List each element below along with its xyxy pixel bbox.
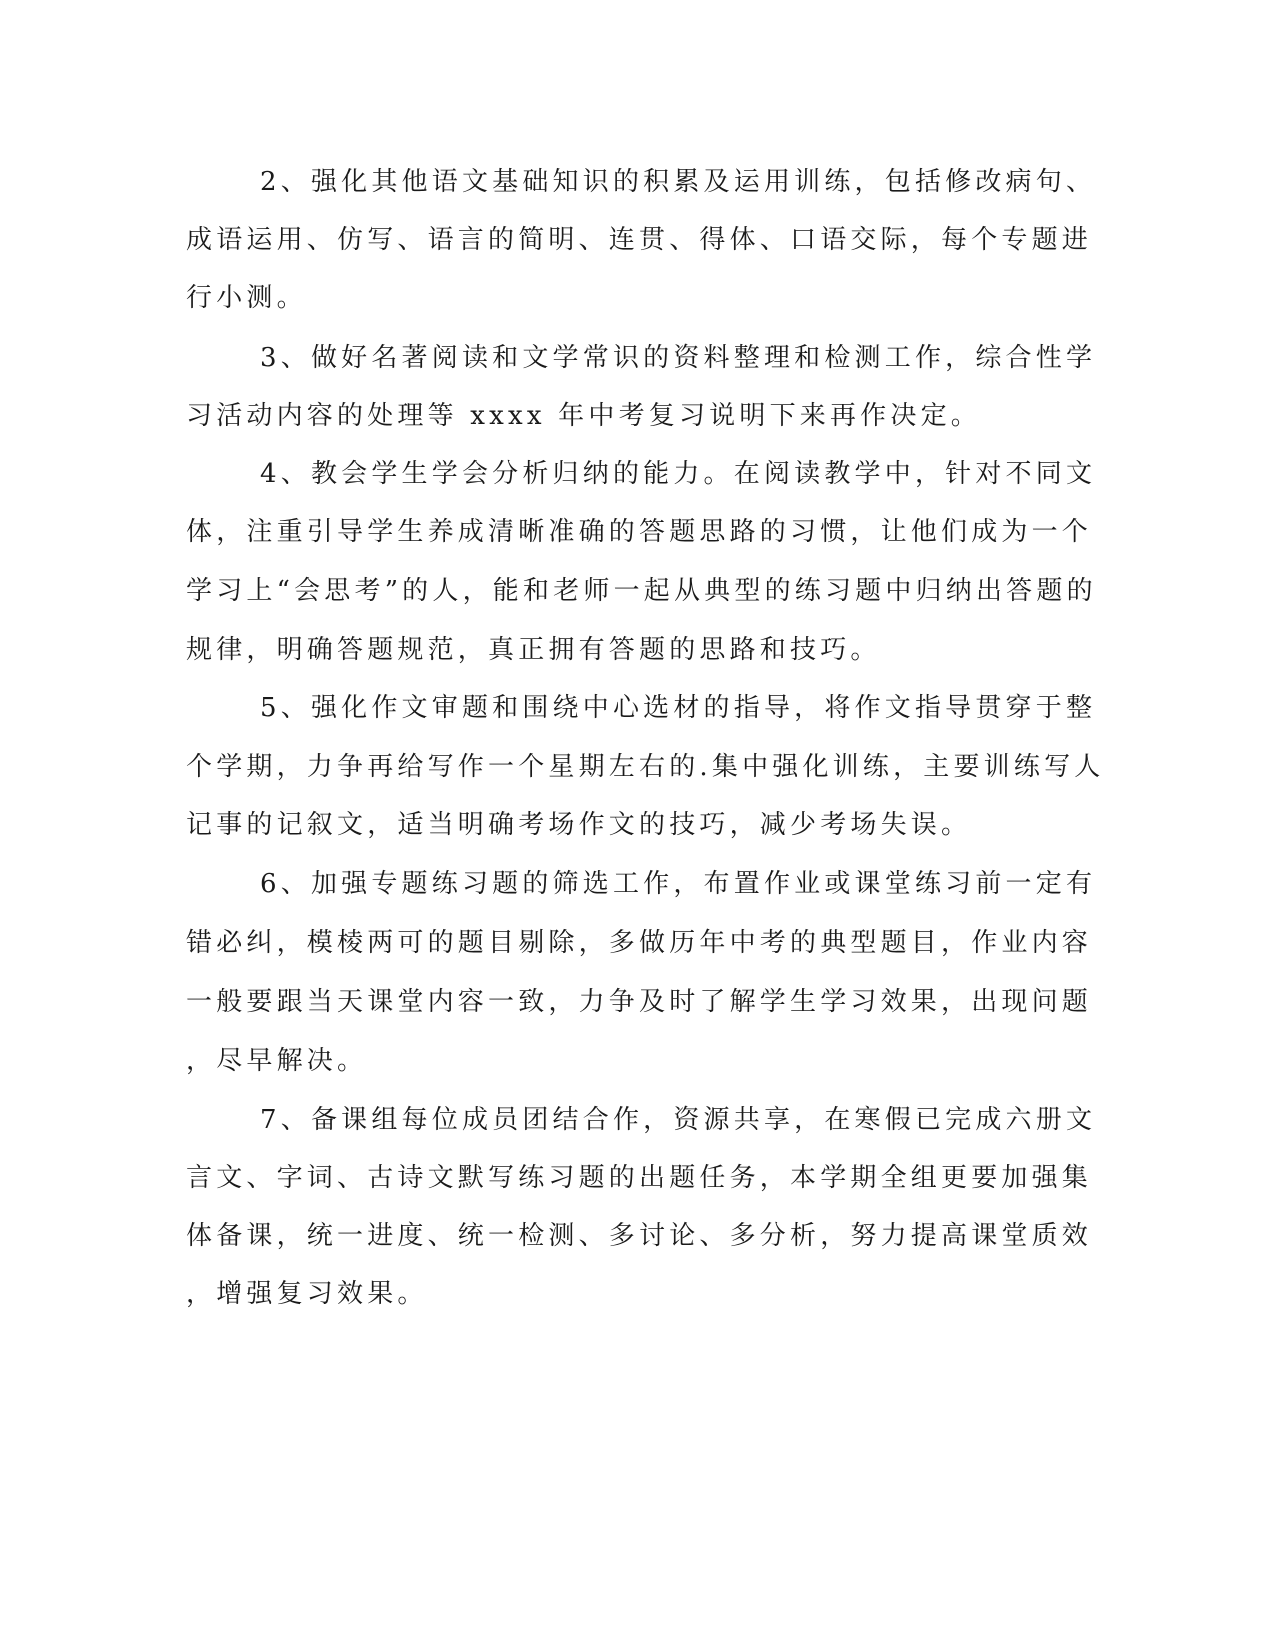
paragraph-3-line-2: 习活动内容的处理等 xxxx 年中考复习说明下来再作决定。: [186, 401, 981, 431]
paragraph-2-line-2: 成语运用、仿写、语言的简明、连贯、得体、口语交际，每个专题进: [186, 225, 1093, 255]
paragraph-6-line-1: 6、加强专题练习题的筛选工作，布置作业或课堂练习前一定有: [260, 869, 1097, 899]
paragraph-7-line-4: ，增强复习效果。: [186, 1279, 428, 1309]
paragraph-5-line-2: 个学期，力争再给写作一个星期左右的.集中强化训练，主要训练写人: [186, 752, 1105, 782]
paragraph-5-line-1: 5、强化作文审题和围绕中心选材的指导，将作文指导贯穿于整: [260, 693, 1097, 723]
paragraph-4-line-4: 规律，明确答题规范，真正拥有答题的思路和技巧。: [186, 635, 881, 665]
paragraph-6-line-2: 错必纠，模棱两可的题目剔除，多做历年中考的典型题目，作业内容: [186, 928, 1093, 958]
paragraph-4-line-3: 学习上“会思考”的人，能和老师一起从典型的练习题中归纳出答题的: [186, 576, 1097, 606]
paragraph-6-line-4: ，尽早解决。: [186, 1046, 368, 1076]
paragraph-5-line-3: 记事的记叙文，适当明确考场作文的技巧，减少考场失误。: [186, 810, 972, 840]
paragraph-7-line-3: 体备课，统一进度、统一检测、多讨论、多分析，努力提高课堂质效: [186, 1221, 1093, 1251]
paragraph-3-line-1: 3、做好名著阅读和文学常识的资料整理和检测工作，综合性学: [260, 343, 1097, 373]
paragraph-6-line-3: 一般要跟当天课堂内容一致，力争及时了解学生学习效果，出现问题: [186, 987, 1093, 1017]
paragraph-2-line-3: 行小测。: [186, 283, 307, 313]
paragraph-4-line-2: 体，注重引导学生养成清晰准确的答题思路的习惯，让他们成为一个: [186, 517, 1093, 547]
paragraph-7-line-2: 言文、字词、古诗文默写练习题的出题任务，本学期全组更要加强集: [186, 1163, 1093, 1193]
paragraph-2-line-1: 2、强化其他语文基础知识的积累及运用训练，包括修改病句、: [260, 167, 1097, 197]
paragraph-7-line-1: 7、备课组每位成员团结合作，资源共享，在寒假已完成六册文: [260, 1105, 1097, 1135]
paragraph-4-line-1: 4、教会学生学会分析归纳的能力。在阅读教学中，针对不同文: [260, 459, 1097, 489]
